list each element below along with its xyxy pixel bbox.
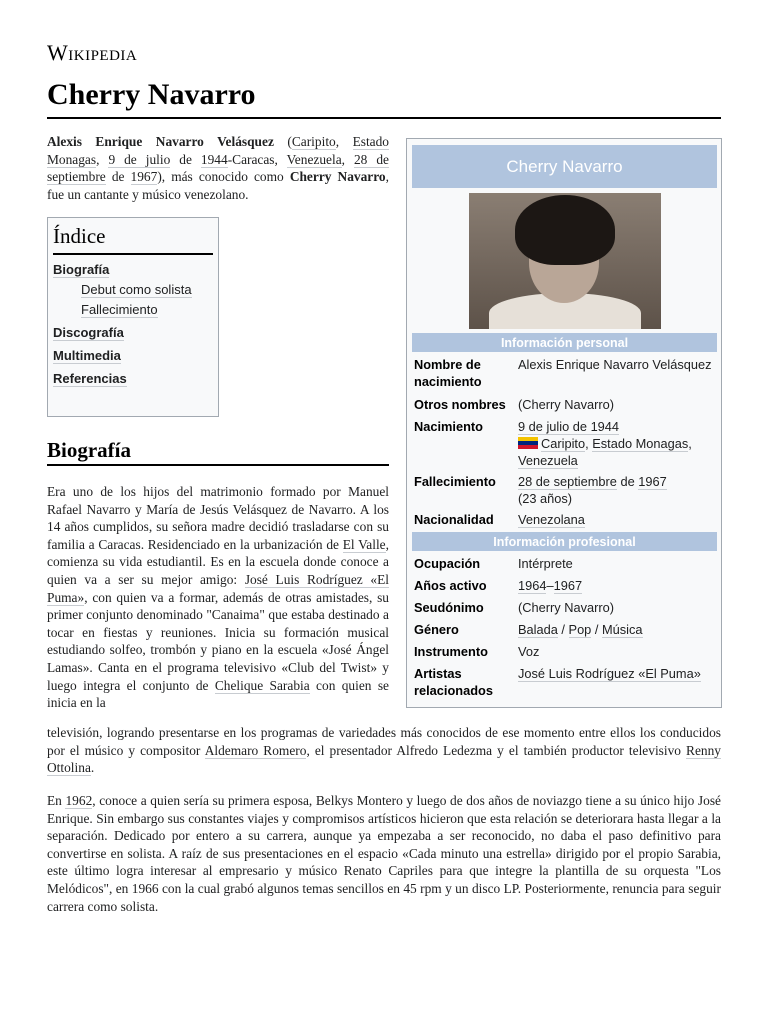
row-label: Nombre de nacimiento [414,357,482,389]
link-pop[interactable]: Pop [568,622,592,637]
row-label: Artistas relacionados [414,666,493,698]
link-el-valle[interactable]: El Valle [342,536,386,552]
text: – [546,578,554,593]
text: de [170,151,201,167]
body-paragraph-1-continued [47,724,721,777]
row-value [518,665,717,682]
link-1962[interactable]: 1962 [65,793,93,808]
toc-item-label[interactable]: Multimedia [53,348,121,363]
toc-item-multimedia[interactable] [53,346,213,366]
link-caripito[interactable]: Caripito [541,436,586,451]
text: ( [273,134,292,149]
section-heading-biografia: Biografía [47,438,131,462]
venezuela-flag-icon [518,437,538,449]
row-value [518,473,717,507]
link-jose-luis-rodriguez[interactable]: José Luis Rodríguez «El Puma» [47,571,389,605]
subject-name: Alexis Enrique Navarro Velásquez [47,134,274,149]
title-divider [47,117,721,119]
link-caripito[interactable]: Caripito [291,134,336,149]
text: En [47,793,66,808]
infobox-row-artistas [412,665,717,701]
text: , [688,436,692,451]
toc-item-biografia[interactable] [53,260,213,280]
body-paragraph-2 [47,792,721,915]
text: televisión, logrando presentarse en los programas de variedades más conocidos de ese momento entre ellos los conducidos por el músico y compositor [47,725,721,758]
infobox-row-fallecimiento [412,473,717,509]
link-1967[interactable]: 1967 [553,578,583,593]
toc-item-debut[interactable] [53,280,213,300]
table-of-contents [47,217,219,417]
infobox-row-nacionalidad [412,511,717,529]
text: con quien se inicia en la [47,677,389,711]
row-value [518,418,717,469]
infobox-row-instrumento [412,643,717,661]
row-label: Otros nombres [414,397,506,412]
link-death-date[interactable]: 28 de septiembre [518,474,617,489]
text: de [616,474,639,489]
link-birth-date[interactable]: 9 de julio [108,151,171,167]
infobox [406,138,722,708]
link-death-year[interactable]: 1967 [638,474,667,489]
text: de [105,169,131,185]
text: , el presentador Alfredo Ledezma y el también productor televisivo [306,742,687,758]
row-value: Intérprete [518,556,573,571]
link-el-puma[interactable]: José Luis Rodríguez «El Puma» [518,666,701,681]
text: , [341,151,354,167]
toc-item-label[interactable]: Biografía [53,262,110,277]
toc-item-label[interactable]: Debut como solista [81,282,192,297]
link-chelique-sarabia[interactable]: Chelique Sarabia [214,677,310,693]
text: / [591,622,602,637]
section-divider [47,464,389,466]
link-death-date[interactable]: 28 de septiembre [47,151,389,185]
infobox-section-personal: Información personal [412,333,717,352]
row-label: Género [414,622,459,637]
link-estado-monagas[interactable]: Estado Monagas [47,134,390,167]
text: / [557,622,569,637]
infobox-row-nacimiento [412,418,717,470]
toc-title: Índice [53,224,213,255]
toc-item-discografia[interactable] [53,323,213,343]
toc-item-label[interactable]: Fallecimiento [81,302,158,317]
link-estado-monagas[interactable]: Estado Monagas [592,436,689,451]
row-value: Alexis Enrique Navarro Velásquez [518,357,712,372]
text: , con quien va a formar, además de otras amistades, su primer conjunto denominado "Canaima" que estaba destinado a tocar en fiestas y reuniones. Inicia su formación musical estudiando solfeo, trombón y piano en la escuela «José Ángel Lamas». Canta en el programa televisivo «Club del Twist» y luego integra el conjunto de [47,589,389,693]
row-label: Nacionalidad [414,512,494,527]
subject-alias: Cherry Navarro [289,169,386,185]
row-label: Instrumento [414,644,488,659]
link-death-year[interactable]: 1967 [130,169,158,185]
link-1964[interactable]: 1964 [518,578,547,593]
portrait-photo[interactable] [469,193,661,329]
toc-item-label[interactable]: Discografía [53,325,124,340]
row-value: (Cherry Navarro) [518,397,614,412]
row-label: Fallecimiento [414,474,496,489]
toc-item-label[interactable]: Referencias [53,371,127,386]
infobox-row-nombre [412,356,717,392]
row-label: Ocupación [414,556,481,571]
text: -Caracas, [227,151,287,167]
text: , [585,436,593,451]
row-value [518,621,717,638]
infobox-row-anos-activo [412,577,717,595]
text: Era uno de los hijos del matrimonio formado por Manuel Rafael Navarro y María de Jesús Velásquez de Navarro. A los 14 años cumplidos, su señora madre decidió trasladarse con su familia a Caracas. Residenciado en la urbanización de [47,484,389,552]
infobox-row-seudonimo [412,599,717,617]
infobox-row-otros-nombres [412,396,717,414]
row-value: (Cherry Navarro) [518,600,614,615]
row-label: Seudónimo [414,600,484,615]
row-value [518,511,717,528]
toc-item-fallecimiento[interactable] [53,300,213,320]
link-balada[interactable]: Balada [518,622,558,637]
lead-paragraph [47,133,389,203]
text: , [335,134,353,149]
link-renny-ottolina[interactable]: Renny Ottolina [47,742,722,776]
link-musica[interactable]: Música [601,622,643,637]
text: , [96,151,109,167]
age-at-death: (23 años) [518,491,573,506]
infobox-row-genero [412,621,717,639]
link-aldemaro-romero[interactable]: Aldemaro Romero [204,742,307,758]
infobox-row-ocupacion [412,555,717,573]
row-label: Años activo [414,578,487,593]
wikipedia-wordmark[interactable]: Wikipedia [47,40,138,65]
body-paragraph-1 [47,483,389,712]
link-venezuela[interactable]: Venezuela [518,453,578,468]
text: . [90,760,95,776]
page-title: Cherry Navarro [47,78,256,111]
row-value: Voz [518,644,540,659]
link-venezuela[interactable]: Venezuela [286,151,342,167]
infobox-title: Cherry Navarro [412,145,717,188]
text: ), más conocido como [157,169,290,185]
text: , conoce a quien sería su primera esposa, Belkys Montero y luego de dos años de noviazgo tiene a su único hijo José Enrique. Sin embargo sus constantes viajes y compromisos artísticos hicieron que esta relación se deteriorara hasta llegar a la separación. Dedicado por entero a su carrera, aunque ya empezaba a ser reconocido, no daba el paso definitivo para convertirse en solista. A raíz de sus presentaciones en el espacio «Cada minuto una estrella» dirigido por el propio Sarabia, este último logra interesar al empresario y músico Renato Capriles para que integre la plantilla de su orquesta "Los Melódicos", en 1966 con la cual grabó algunos temas sencillos en 45 rpm y un disco LP. Posteriormente, renuncia para seguir carrera como solista. [47,793,721,914]
toc-item-referencias[interactable] [53,369,213,389]
link-birth-year[interactable]: 1944 [200,151,228,167]
text: , fue un cantante y músico venezolano. [47,169,389,202]
link-birth-date[interactable]: 9 de julio de 1944 [518,419,620,434]
photo-hair [515,195,615,265]
infobox-section-profesional: Información profesional [412,532,717,551]
text: , comienza su vida estudiantil. Es en la escuela donde conoce a quien va a ser su mejor amigo: [47,536,389,587]
link-venezolana[interactable]: Venezolana [518,512,585,527]
row-label: Nacimiento [414,419,483,434]
row-value [518,577,717,594]
